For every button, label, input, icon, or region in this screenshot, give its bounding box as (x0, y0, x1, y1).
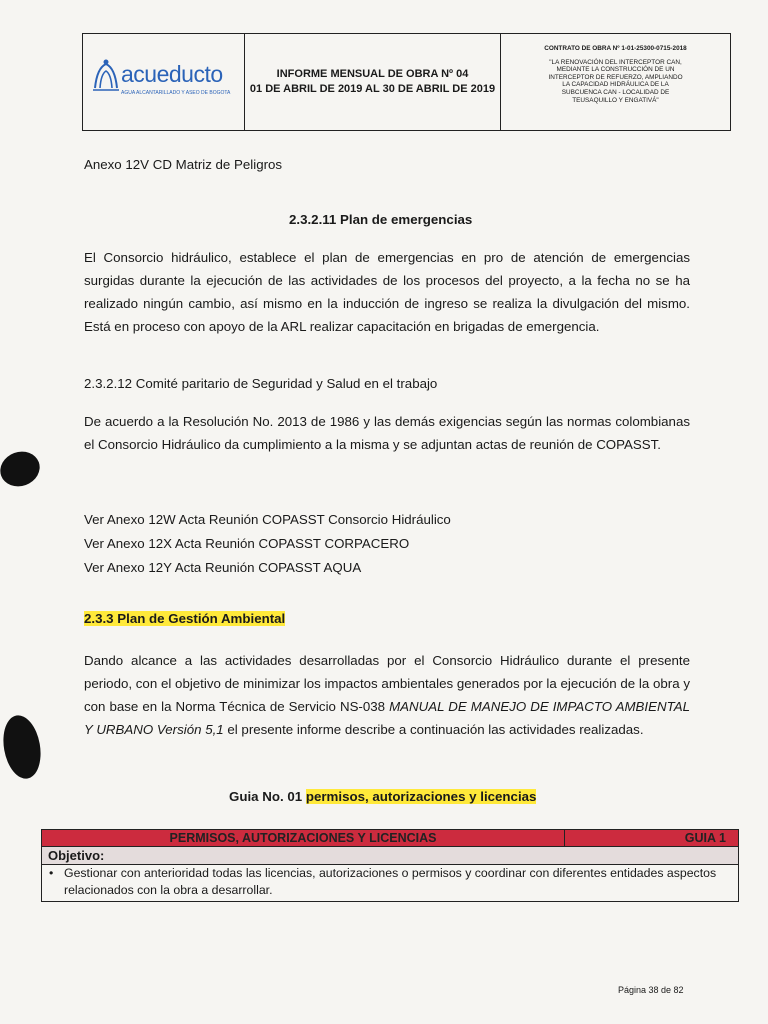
contract-description-line: SUBCUENCA CAN - LOCALIDAD DE (561, 88, 670, 96)
objective-text: Gestionar con anterioridad todas las licencias, autorizaciones o permisos y coordinar con diferentes entidades aspectos relacionados con la obra a desarrollar. (64, 866, 717, 897)
paragraph-ambiental-italic: MANUAL DE MANEJO DE IMPACTO AMBIENTAL Y URBANO Versión 5,1 (84, 699, 690, 737)
guide-heading (229, 789, 536, 804)
section-heading-emergencias: 2.3.2.11 Plan de emergencias (289, 212, 473, 227)
guide-prefix: Guia No. 01 (229, 789, 303, 804)
paragraph-copasst: De acuerdo a la Resolución No. 2013 de 1986 y las demás exigencias según las normas colombianas el Consorcio Hidráulico da cumplimiento a la misma y se adjuntan actas de reunión de COPASST. (84, 414, 690, 452)
contract-description-line: MEDIANTE LA CONSTRUCCIÓN DE UN (556, 66, 675, 74)
section-heading-ambiental-text: 2.3.3 Plan de Gestión Ambiental (84, 611, 286, 626)
logo-tagline: AGUA ALCANTARILLADO Y ASEO DE BOGOTA (121, 90, 231, 96)
document-header (82, 33, 731, 131)
annex-12v: Anexo 12V CD Matriz de Peligros (84, 157, 283, 172)
report-title: INFORME MENSUAL DE OBRA Nº 04 (276, 68, 469, 80)
table-header-title: PERMISOS, AUTORIZACIONES Y LICENCIAS (42, 830, 565, 846)
acueducto-logo-icon (91, 58, 121, 92)
page-number: Página 38 de 82 (618, 985, 684, 995)
ink-blot (0, 446, 45, 492)
permits-table (41, 829, 739, 902)
objective-row (42, 865, 738, 901)
objective-label: Objetivo: (42, 847, 738, 865)
table-header-row (42, 830, 738, 847)
report-title-cell (245, 34, 501, 130)
contract-description-line: INTERCEPTOR DE REFUERZO, AMPLIANDO (548, 73, 683, 81)
contract-description-line: "LA RENOVACIÓN DEL INTERCEPTOR CAN, (549, 58, 682, 66)
logo-cell (83, 34, 245, 130)
report-period: 01 DE ABRIL DE 2019 AL 30 DE ABRIL DE 2019 (249, 83, 496, 95)
section-heading-ambiental (84, 611, 285, 626)
bullet-icon: • (49, 866, 54, 880)
paragraph-emergencias: El Consorcio hidráulico, establece el plan de emergencias en pro de atención de emergencias surgidas durante la ejecución de las actividades de los procesos del proyecto, a la fecha no se ha realizado ningún cambio, así mismo en la inducción de ingreso se realiza la divulgación del mismo. Está en proceso con apoyo de la ARL realizar capacitación en brigadas de emergencia. (84, 250, 690, 334)
annex-12y: Ver Anexo 12Y Acta Reunión COPASST AQUA (84, 560, 362, 575)
contract-description-line: TEUSAQUILLO Y ENGATIVÁ" (572, 96, 659, 104)
logo-wordmark: acueducto (121, 61, 223, 87)
contract-description-line: LA CAPACIDAD HIDRÁULICA DE LA (562, 81, 669, 89)
paragraph-ambiental-part2: el presente informe describe a continuación las actividades realizadas. (223, 722, 644, 737)
contract-number: CONTRATO DE OBRA Nº 1-01-25300-0715-2018 (544, 45, 687, 52)
ink-blot (0, 712, 45, 781)
contract-cell (501, 34, 730, 130)
guide-title: permisos, autorizaciones y licencias (305, 789, 537, 804)
annex-12w: Ver Anexo 12W Acta Reunión COPASST Consorcio Hidráulico (84, 512, 451, 527)
section-heading-comite: 2.3.2.12 Comité paritario de Seguridad y Salud en el trabajo (84, 376, 438, 391)
paragraph-ambiental (84, 649, 690, 741)
paragraph-ambiental-part1: Dando alcance a las actividades desarrolladas por el Consorcio Hidráulico durante el presente periodo, con el objetivo de minimizar los impactos ambientales generados por la ejecución de la obra y con base en la Norma Técnica de Servicio NS-038 (84, 653, 690, 714)
annex-12x: Ver Anexo 12X Acta Reunión COPASST CORPACERO (84, 536, 410, 551)
table-header-code: GUIA 1 (684, 831, 726, 845)
